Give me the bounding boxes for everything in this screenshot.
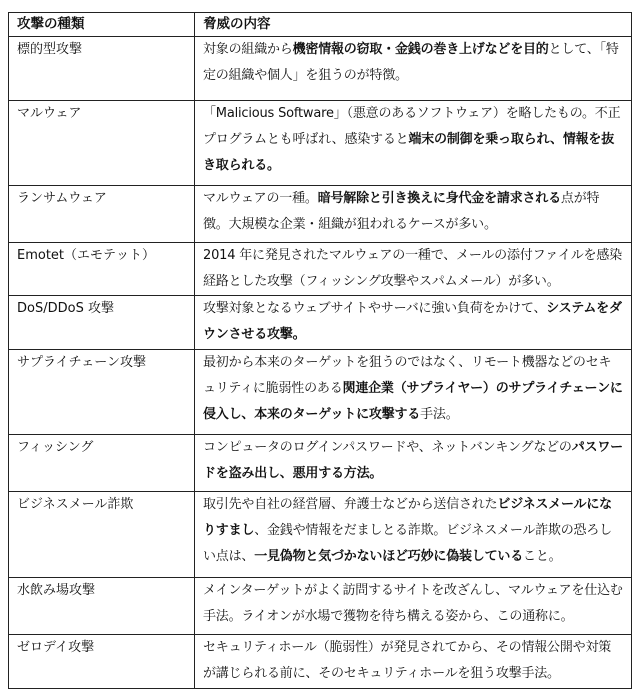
description-text: 取引先や自社の経営層、弁護士などから送信された <box>203 497 498 512</box>
threat-description-cell <box>195 435 632 492</box>
threat-description-cell <box>195 578 632 635</box>
description-text: 点が特徴。大規模な企業・組織が狙われるケースが多い。 <box>203 191 600 232</box>
emphasized-text: 一見偽物と気づかないほど巧妙に偽装している <box>254 549 524 564</box>
table-row <box>9 37 632 101</box>
attack-type-cell: フィッシング <box>9 435 195 492</box>
table-header-row <box>9 13 632 37</box>
description-text: 最初から本来のターゲットを狙うのではなく、リモート機器などのセキュリティに脆弱性のある <box>203 355 612 396</box>
table-row <box>9 578 632 635</box>
attack-type-cell: Emotet（エモテット） <box>9 243 195 296</box>
description-text: コンピュータのログインパスワードや、ネットバンキングなどの <box>203 440 572 455</box>
threat-description-cell <box>195 635 632 689</box>
description-text: メインターゲットがよく訪問するサイトを改ざんし、マルウェアを仕込む手法。ライオンが水場で獲物を待ち構える姿から、この通称に。 <box>203 583 623 624</box>
attack-type-cell: ランサムウェア <box>9 186 195 243</box>
description-text: 「Malicious Software」（悪意のあるソフトウェア）を略したもの。不正プログラムとも呼ばれ、感染すると <box>203 106 621 147</box>
emphasized-text: ビジネスメールになりすまし <box>203 497 612 538</box>
emphasized-text: パスワードを盗み出し、悪用する方法。 <box>203 440 623 481</box>
description-text: 手法。 <box>420 407 459 422</box>
description-text: として、「特定の組織や個人」を狙うのが特徴。 <box>203 42 619 83</box>
table-row <box>9 296 632 350</box>
attack-type-cell: マルウェア <box>9 101 195 186</box>
attack-type-cell: ビジネスメール詐欺 <box>9 492 195 578</box>
attack-type-cell: 標的型攻撃 <box>9 37 195 101</box>
table-row <box>9 435 632 492</box>
threat-description-cell <box>195 101 632 186</box>
attack-type-cell: 水飲み場攻撃 <box>9 578 195 635</box>
description-text: セキュリティホール（脆弱性）が発見されてから、その情報公開や対策が講じられる前に、そのセキュリティホールを狙う攻撃手法。 <box>203 640 612 681</box>
emphasized-text: 関連企業（サプライヤー）のサプライチェーンに侵入し、本来のターゲットに攻撃する <box>203 381 623 422</box>
threat-description-cell <box>195 350 632 435</box>
emphasized-text: 端末の制御を乗っ取られ、情報を抜き取られる。 <box>203 132 615 173</box>
description-text: マルウェアの一種。 <box>203 191 318 206</box>
threat-description-cell <box>195 243 632 296</box>
table-row <box>9 492 632 578</box>
description-text: 対象の組織から <box>203 42 293 57</box>
threat-description-cell <box>195 492 632 578</box>
emphasized-text: システムをダウンさせる攻撃。 <box>203 301 622 342</box>
attack-type-cell: DoS/DDoS 攻撃 <box>9 296 195 350</box>
description-text: 、金銭や情報をだましとる詐欺。ビジネスメール詐欺の恐ろしい点は、 <box>203 523 612 564</box>
table-row <box>9 101 632 186</box>
attack-type-cell: サプライチェーン攻撃 <box>9 350 195 435</box>
table-row <box>9 243 632 296</box>
threat-description-cell <box>195 186 632 243</box>
header-attack-type: 攻撃の種類 <box>9 13 195 37</box>
threat-table-container <box>8 12 631 689</box>
threat-table <box>8 12 632 689</box>
table-row <box>9 635 632 689</box>
emphasized-text: 暗号解除と引き換えに身代金を請求される <box>317 191 561 206</box>
description-text: 2014 年に発見されたマルウェアの一種で、メールの添付ファイルを感染経路とした攻撃（フィッシング攻撃やスパムメール）が多い。 <box>203 248 622 289</box>
threat-description-cell <box>195 37 632 101</box>
threat-description-cell <box>195 296 632 350</box>
header-threat-content: 脅威の内容 <box>195 13 632 37</box>
table-row <box>9 350 632 435</box>
description-text: こと。 <box>523 549 562 564</box>
emphasized-text: 機密情報の窃取・金銭の巻き上げなどを目的 <box>292 42 549 57</box>
table-row <box>9 186 632 243</box>
attack-type-cell: ゼロデイ攻撃 <box>9 635 195 689</box>
description-text: 攻撃対象となるウェブサイトやサーバに強い負荷をかけて、 <box>203 301 547 316</box>
